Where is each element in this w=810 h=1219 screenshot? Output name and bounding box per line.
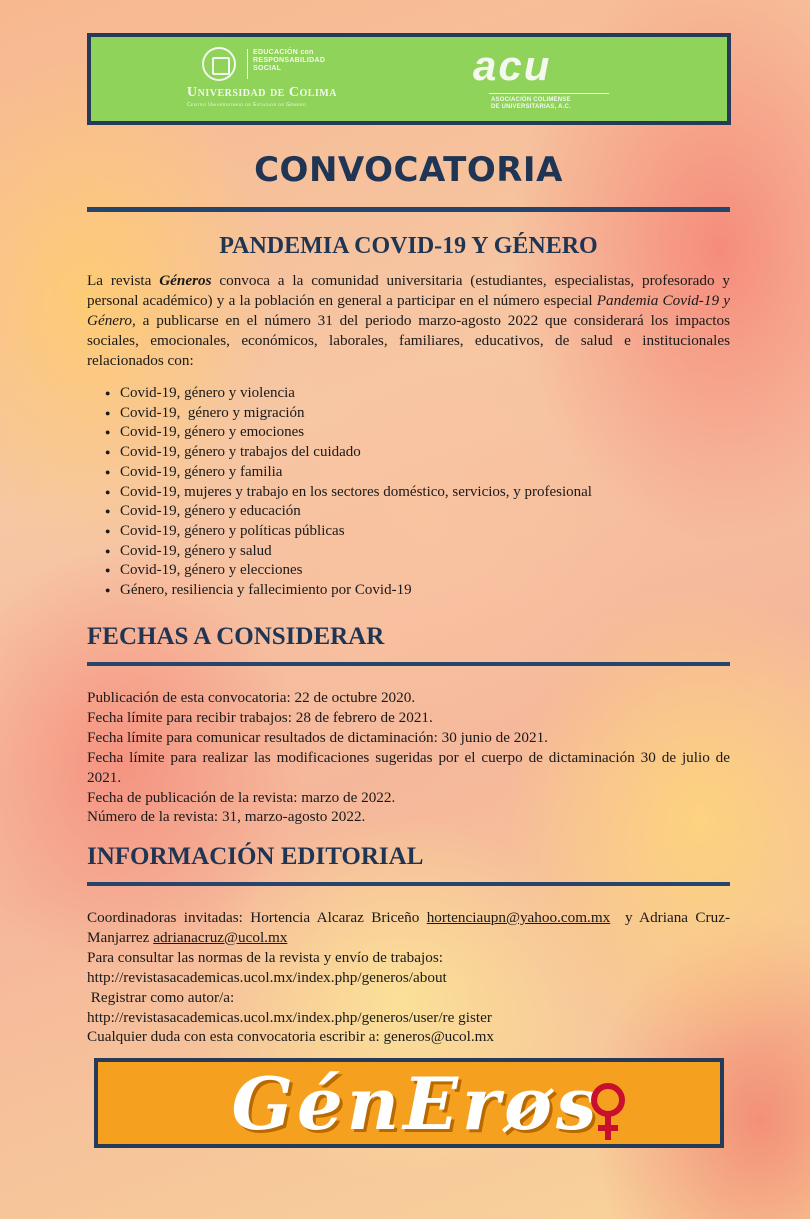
dates-divider (87, 662, 730, 666)
date-line: Fecha límite para comunicar resultados de dictaminación: 30 junio de 2021. (87, 728, 548, 746)
editorial-block (87, 908, 730, 1047)
list-item: ● Covid-19, género y salud (120, 542, 763, 562)
norms-text: Para consultar las normas de la revista y envío de trabajos: (87, 948, 443, 966)
editorial-divider (87, 882, 730, 886)
university-tagline: EDUCACIÓN con RESPONSABILIDAD SOCIAL (253, 49, 326, 72)
date-line: Fecha límite para recibir trabajos: 28 de febrero de 2021. (87, 708, 433, 726)
university-name: Universidad de Colima (187, 85, 337, 100)
topic-list (87, 384, 763, 601)
header-banner (87, 33, 731, 125)
university-logo (187, 43, 357, 115)
date-line: Fecha límite para realizar las modificaciones sugeridas por el cuerpo de dictaminación 30 de julio de 2021. (87, 748, 730, 786)
acu-logo-block (473, 43, 653, 115)
list-item: ● Covid-19, género y elecciones (120, 561, 763, 581)
list-item: ● Covid-19, género y políticas públicas (120, 522, 763, 542)
coordinators-text: Coordinadoras invitadas: Hortencia Alcaraz Briceño (87, 909, 427, 926)
coordinators-line (87, 908, 730, 948)
date-line: Publicación de esta convocatoria: 22 de octubre 2020. (87, 689, 416, 706)
list-item: ● Covid-19, género y emociones (120, 423, 763, 443)
generos-logo: GénErøs (231, 1061, 601, 1146)
intro-text-3: , a publicarse en el número 31 del periodo marzo-agosto 2022 que considerará los impactos sociales, emocionales, económicos, laborales, familiares, educativos, de salud e institucionales relacionados con: (87, 312, 730, 369)
list-item: ● Covid-19, género y migración (120, 404, 763, 424)
list-item: ● Covid-19, género y trabajos del cuidado (120, 443, 763, 463)
list-item: ● Covid-19, género y violencia (120, 384, 763, 404)
contact-line: Cualquier duda con esta convocatoria escribir a: generos@ucol.mx (87, 1028, 495, 1046)
acu-divider (489, 93, 609, 94)
title-divider (87, 207, 730, 212)
intro-text-1: La revista (87, 272, 160, 289)
intro-text-2: convoca a la comunidad universitaria (estudiantes, especialistas, profesorado y personal académico) y a la población en general a participar en el número especial (87, 272, 730, 309)
email-link-1[interactable]: hortenciaupn@yahoo.com.mx (426, 909, 611, 926)
intro-paragraph (87, 271, 730, 371)
subtitle: PANDEMIA COVID-19 Y GÉNERO (219, 233, 598, 259)
email-link-2[interactable]: adrianacruz@ucol.mx (153, 928, 288, 946)
generos-logo-banner (94, 1058, 724, 1148)
list-item: ● Covid-19, género y educación (120, 502, 763, 522)
logo-divider (247, 49, 248, 79)
university-seal-icon (202, 47, 236, 81)
journal-name: Géneros (159, 272, 212, 289)
norms-url[interactable]: http://revistasacademicas.ucol.mx/index.php/generos/about (87, 968, 447, 986)
coordinators-middle: y Adriana Cruz-Manjarrez (87, 909, 730, 946)
special-issue-name: Pandemia Covid-19 y Género (87, 292, 730, 329)
date-line: Número de la revista: 31, marzo-agosto 2022. (87, 808, 366, 826)
dates-block (87, 688, 730, 827)
register-text: Registrar como autor/a: (87, 988, 235, 1006)
list-item: ● Género, resiliencia y fallecimiento por Covid-19 (120, 581, 763, 601)
date-line: Fecha de publicación de la revista: marzo de 2022. (87, 788, 396, 806)
dates-section-title: FECHAS A CONSIDERAR (87, 623, 385, 650)
venus-symbol-icon (586, 1080, 630, 1144)
university-center: Centro Universitario de Estudios de Género (187, 102, 307, 108)
list-item: ● Covid-19, mujeres y trabajo en los sectores doméstico, servicios, y profesional (120, 483, 763, 503)
acu-logo: acu (473, 42, 552, 89)
page-title: CONVOCATORIA (254, 150, 563, 190)
acu-name: ASOCIACIÓN COLIMENSE DE UNIVERSITARIAS, A.C. (491, 97, 571, 110)
list-item: ● Covid-19, género y familia (120, 463, 763, 483)
register-url[interactable]: http://revistasacademicas.ucol.mx/index.php/generos/user/re gister (87, 1008, 492, 1026)
editorial-section-title: INFORMACIÓN EDITORIAL (87, 843, 424, 870)
